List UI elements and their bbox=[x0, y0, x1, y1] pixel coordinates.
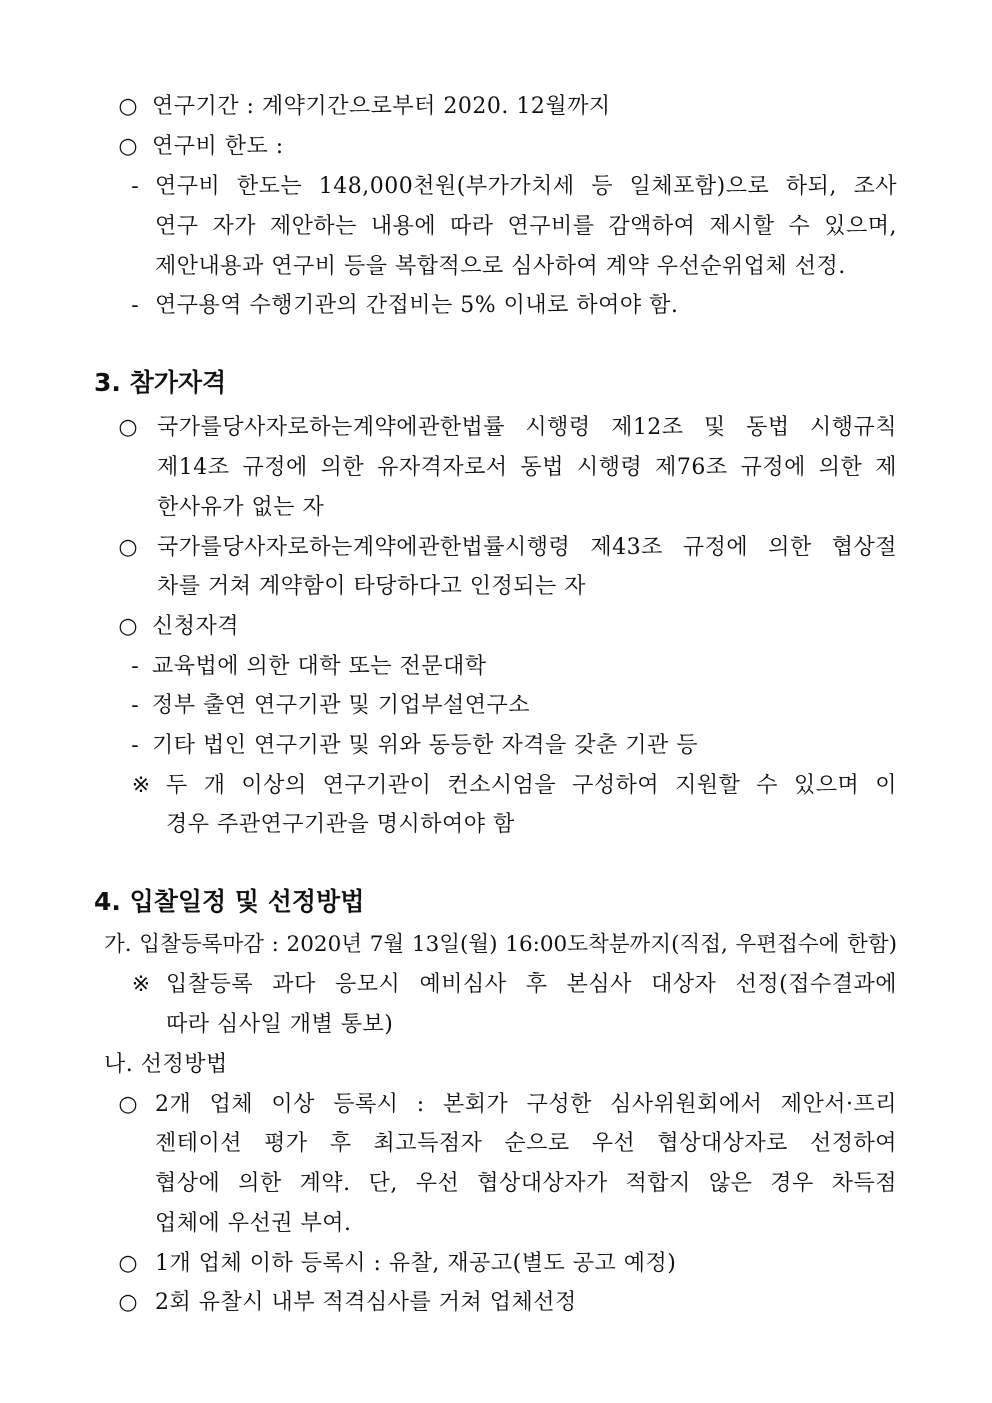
eligible-government-institute: 정부 출연 연구기관 및 기업부설연구소 bbox=[152, 693, 531, 718]
circle-bullet: ○ bbox=[118, 1251, 138, 1276]
eligible-other-institute: 기타 법인 연구기관 및 위와 동등한 자격을 갖춘 기관 등 bbox=[152, 733, 698, 758]
selection-2plus-line-1: 2개 업체 이상 등록시 : 본회가 구성한 심사위원회에서 제안서·프리 bbox=[155, 1092, 897, 1117]
bid-note-line-1: 입찰등록 과다 응모시 예비심사 후 본심사 대상자 선정(접수결과에 bbox=[166, 972, 897, 997]
reference-mark: ※ bbox=[131, 773, 151, 798]
qualification-1-line-1: 국가를당사자로하는계약에관한법률 시행령 제12조 및 동법 시행규칙 bbox=[157, 415, 897, 440]
circle-bullet: ○ bbox=[118, 134, 138, 159]
dash-bullet: - bbox=[131, 733, 139, 758]
qualification-1-line-3: 한사유가 없는 자 bbox=[157, 495, 325, 520]
dash-bullet: - bbox=[131, 654, 139, 679]
dash-bullet: - bbox=[131, 293, 139, 318]
qualification-2-line-1: 국가를당사자로하는계약에관한법률시행령 제43조 규정에 의한 협상절 bbox=[157, 535, 897, 560]
circle-bullet: ○ bbox=[118, 94, 138, 119]
circle-bullet: ○ bbox=[118, 614, 138, 639]
budget-line-3: 제안내용과 연구비 등을 복합적으로 심사하여 계약 우선순위업체 선정. bbox=[155, 254, 846, 279]
qualification-1-line-2: 제14조 규정에 의한 유자격자로서 동법 시행령 제76조 규정에 의한 제 bbox=[157, 455, 897, 480]
eligible-university: 교육법에 의한 대학 또는 전문대학 bbox=[152, 654, 487, 679]
selection-2plus-line-2: 젠테이션 평가 후 최고득점자 순으로 우선 협상대상자로 선정하여 bbox=[155, 1131, 897, 1156]
circle-bullet: ○ bbox=[118, 1290, 138, 1315]
dash-bullet: - bbox=[131, 693, 139, 718]
selection-second-failure: 2회 유찰시 내부 적격심사를 거쳐 업체선정 bbox=[155, 1290, 577, 1315]
budget-line-2: 연구 자가 제안하는 내용에 따라 연구비를 감액하여 제시할 수 있으며, bbox=[155, 214, 897, 239]
selection-2plus-line-3: 협상에 의한 계약. 단, 우선 협상대상자가 적합지 않은 경우 차득점 bbox=[155, 1171, 897, 1196]
overhead-note: 연구용역 수행기관의 간접비는 5% 이내로 하여야 함. bbox=[155, 293, 679, 318]
selection-1-or-less: 1개 업체 이하 등록시 : 유찰, 재공고(별도 공고 예정) bbox=[155, 1251, 677, 1276]
circle-bullet: ○ bbox=[118, 415, 138, 440]
bid-note-line-2: 따라 심사일 개별 통보) bbox=[166, 1012, 394, 1037]
dash-bullet: - bbox=[131, 174, 139, 199]
selection-2plus-line-4: 업체에 우선권 부여. bbox=[155, 1211, 352, 1236]
section-4-title: 4. 입찰일정 및 선정방법 bbox=[94, 887, 365, 916]
budget-label: 연구비 한도 : bbox=[152, 134, 284, 159]
circle-bullet: ○ bbox=[118, 1092, 138, 1117]
research-period: 연구기간 : 계약기간으로부터 2020. 12월까지 bbox=[152, 94, 611, 119]
section-3-title: 3. 참가자격 bbox=[94, 368, 227, 397]
consortium-note-line-2: 경우 주관연구기관을 명시하여야 함 bbox=[166, 812, 515, 837]
budget-line-1: 연구비 한도는 148,000천원(부가가치세 등 일체포함)으로 하되, 조사 bbox=[155, 174, 897, 199]
circle-bullet: ○ bbox=[118, 535, 138, 560]
reference-mark: ※ bbox=[131, 972, 151, 997]
qualification-2-line-2: 차를 거쳐 계약함이 타당하다고 인정되는 자 bbox=[157, 574, 587, 599]
bid-deadline: 가. 입찰등록마감 : 2020년 7월 13일(월) 16:00도착분까지(직접, 우편접수에 한함) bbox=[104, 932, 897, 957]
application-qualification-label: 신청자격 bbox=[152, 614, 240, 639]
consortium-note-line-1: 두 개 이상의 연구기관이 컨소시엄을 구성하여 지원할 수 있으며 이 bbox=[166, 773, 897, 798]
selection-method-label: 나. 선정방법 bbox=[104, 1052, 228, 1077]
